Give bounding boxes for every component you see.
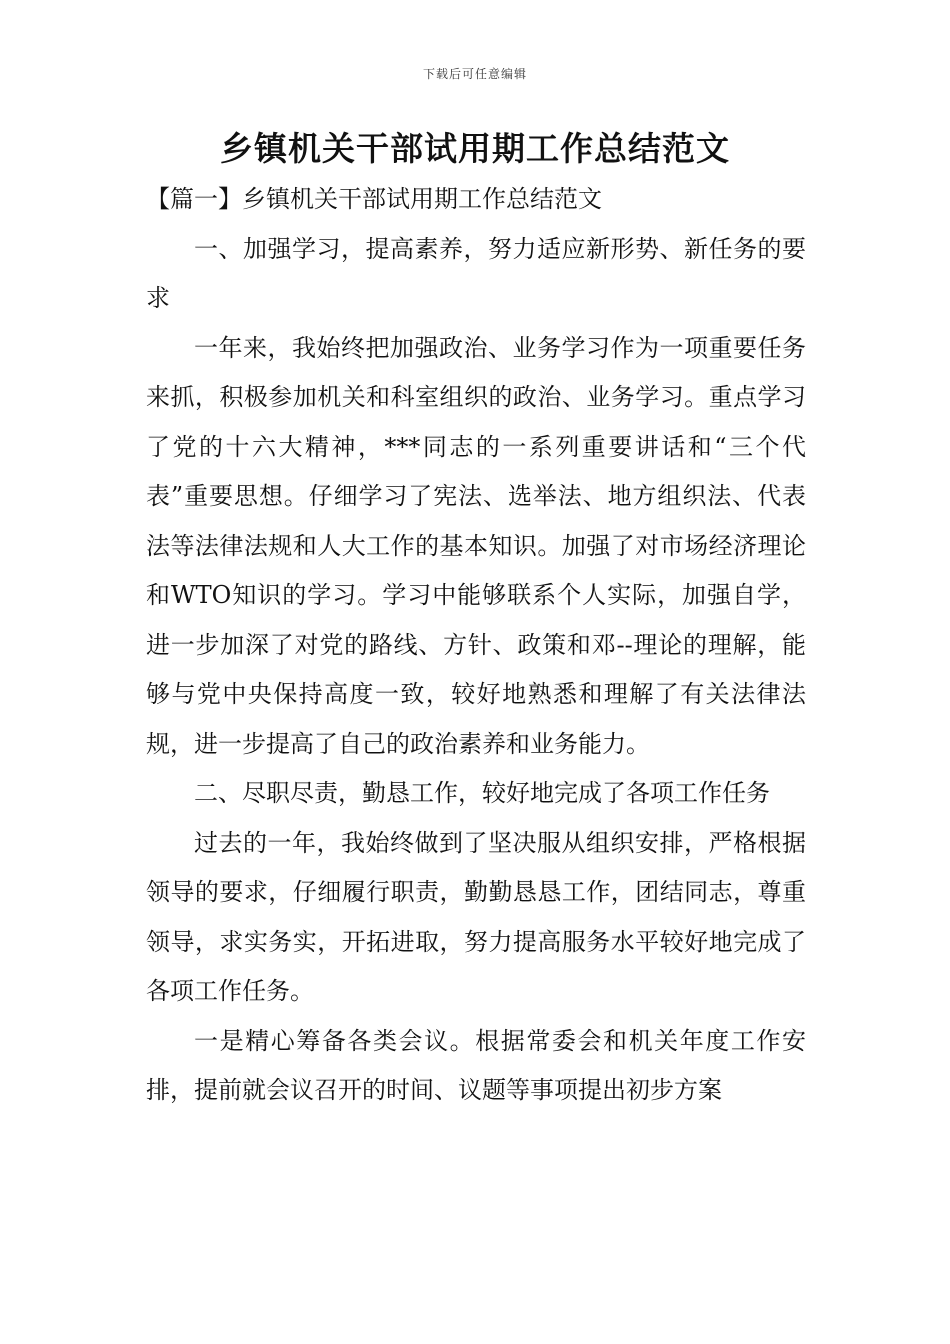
paragraph: 过去的一年，我始终做到了坚决服从组织安排，严格根据领导的要求，仔细履行职责，勤勤恳恳工作，团结同志，尊重领导，求实务实，开拓进取，努力提高服务水平较好地完成了各项工作任务。 xyxy=(146,828,806,1005)
document-body xyxy=(146,175,806,1116)
paragraph-heading-2: 二、尽职尽责，勤恳工作，较好地完成了各项工作任务 xyxy=(194,779,770,807)
document-title: 乡镇机关干部试用期工作总结范文 xyxy=(220,129,730,168)
paragraph-heading-1: 一、加强学习，提高素养，努力适应新形势、新任务的要求 xyxy=(146,234,806,312)
section-heading: 【篇一】乡镇机关干部试用期工作总结范文 xyxy=(146,185,602,213)
paragraph: 一年来，我始终把加强政治、业务学习作为一项重要任务来抓，积极参加机关和科室组织的政治、业务学习。重点学习了党的十六大精神，***同志的一系列重要讲话和“三个代表”重要思想。仔细学习了宪法、选举法、地方组织法、代表法等法律法规和人大工作的基本知识。加强了对市场经济理论和WTO知识的学习。学习中能够联系个人实际，加强自学，进一步加深了对党的路线、方针、政策和邓--理论的理解，能够与党中央保持高度一致，较好地熟悉和理解了有关法律法规，进一步提高了自己的政治素养和业务能力。 xyxy=(146,333,806,758)
paragraph: 一是精心筹备各类会议。根据常委会和机关年度工作安排，提前就会议召开的时间、议题等事项提出初步方案 xyxy=(146,1026,806,1104)
header-note: 下载后可任意编辑 xyxy=(422,67,527,81)
